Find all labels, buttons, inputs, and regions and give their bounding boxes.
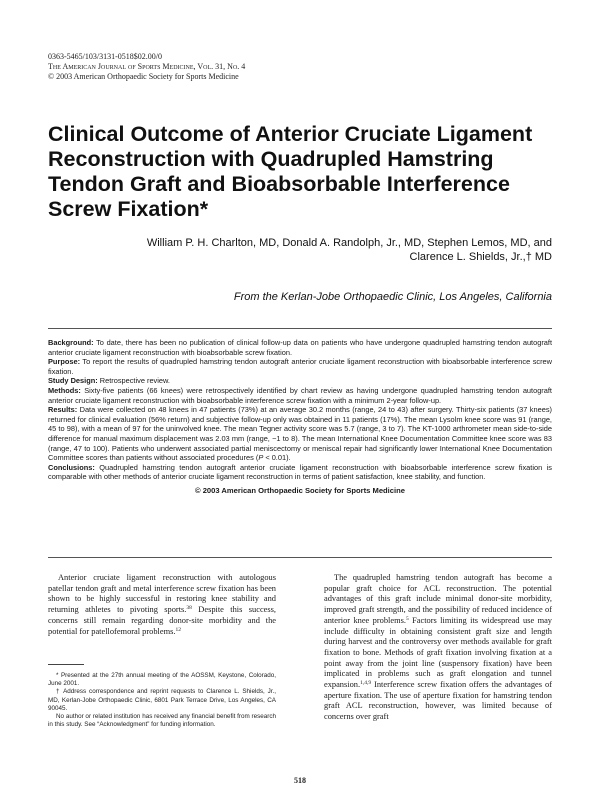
abstract-background-text: To date, there has been no publication of clinical follow-up data on patients who have undergone quadrupled hamstring tendon autograft anterior cruciate ligament reconstruction with bioabsorbable screw fixation. <box>48 338 553 357</box>
intro-text-a: Anterior cruciate ligament reconstruction with autologous patellar tendon graft and metal interference screw fixation has been shown to be highly successful in restoring knee stability and returning athletes to pivoting sports. <box>48 573 276 615</box>
footnotes <box>48 672 276 729</box>
journal-citation: The American Journal of Sports Medicine, Vol. 31, No. 4 <box>48 62 246 71</box>
abstract-background <box>48 338 552 357</box>
abstract-methods-label: Methods: <box>48 385 81 395</box>
article-title: Clinical Outcome of Anterior Cruciate Ligament Reconstruction with Quadrupled Hamstring Tendon Graft and Bioabsorbable Interference Screw Fixation* <box>48 122 533 221</box>
author-list <box>82 236 552 264</box>
abstract-design <box>48 376 552 386</box>
abstract-conclusions-text: Quadrupled hamstring tendon autograft anterior cruciate ligament reconstruction with bioabsorbable interference screw fixation is comparable with other methods of anterior cruciate ligament reconstruction in terms of patient satisfaction, knee stability, and function. <box>48 462 552 482</box>
abstract-purpose-label: Purpose: <box>48 357 81 367</box>
citation-ref: 38 <box>186 605 192 612</box>
footnote-3: No author or related institution has received any financial benefit from research in this study. See “Acknowledgment” for funding information. <box>48 713 276 729</box>
abstract-results-text-b: < 0.01). <box>263 453 291 463</box>
intro-paragraph-1 <box>48 573 276 637</box>
intro-text-b: Despite this success, concerns still remain regarding donor-site morbidity and the potential for patellofemoral problems. <box>48 605 276 636</box>
abstract-methods <box>48 386 552 405</box>
intro2-text-a: The quadrupled hamstring tendon autograft has become a popular graft choice for ACL reconstruction. The potential advantages of this graft include minimal donor-site morbidity, improved graft strength, and the possibility of reduced incidence of anterior knee problems. <box>324 573 552 625</box>
journal-header <box>48 52 245 82</box>
doc-id: 0363-5465/103/3131-0518$02.00/0 <box>48 52 162 61</box>
page-number: 518 <box>294 776 306 785</box>
intro-paragraph-2 <box>324 573 552 723</box>
author-line-1: William P. H. Charlton, MD, Donald A. Randolph, Jr., MD, Stephen Lemos, MD, and <box>146 237 552 249</box>
abstract-purpose-text: To report the results of quadrupled hamstring tendon autograft anterior cruciate ligament reconstruction with bioabsorbable interference screw fixation. <box>48 357 552 376</box>
footnote-rule <box>48 664 84 665</box>
abstract-top-rule <box>48 328 552 329</box>
body-column-right <box>324 573 552 723</box>
abstract-results-label: Results: <box>48 405 78 415</box>
body-column-left <box>48 573 276 637</box>
abstract-results <box>48 405 552 463</box>
abstract-background-label: Background: <box>48 338 94 347</box>
intro2-text-c: Interference screw fixation offers the advantages of aperture fixation. The use of aperture fixation for hamstring tendon graft ACL reconstruction, however, was limited because of concerns over graft <box>324 680 552 722</box>
abstract-methods-text: Sixty-five patients (66 knees) were retrospectively identified by chart review as having undergone quadrupled hamstring tendon autograft anterior cruciate ligament reconstruction with bioabsorbable interference screw fixation with a minimum 2-year follow-up. <box>48 385 552 405</box>
journal-copyright: © 2003 American Orthopaedic Society for Sports Medicine <box>48 72 239 81</box>
abstract-purpose <box>48 357 552 376</box>
abstract-design-text: Retrospective review. <box>99 376 170 386</box>
citation-ref: 12 <box>175 626 181 633</box>
citation-ref: 1,4,9 <box>360 680 372 687</box>
citation-ref: 5 <box>405 615 409 622</box>
intro2-text-b: Factors limiting its widespread use may include difficulty in obtaining consistent graft size and length during harvest and the controversy over methods available for graft fixation to bone. Methods of graft fixation involving fixation at a point away from the joint line (suspensory fixation) have been implicated in problems such as graft elongation and tunnel expansion. <box>324 615 552 690</box>
abstract-results-text-a: Data were collected on 48 knees in 47 patients (73%) at an average 30.2 months (range, 24 to 43) after surgery. Thirty-six patients (37 knees) returned for clinical evaluation (56% return) and subjective follow-up only was obtained in 11 patients (17%). The mean Lysolm knee score was 91 (range, 45 to 98), with a mean of 97 for the uninvolved knee. The mean Tegner activity score was 5.7 (range, 3 to 7). The KT-1000 arthrometer mean side-to-side difference for manual maximum displacement was 2.03 mm (range, −1 to 8). The mean International Knee Documentation Committee knee score was 83 (range, 47 to 100). Patients who underwent associated partial meniscectomy or meniscal repair had significantly lower International Knee Documentation Committee scores than patients without associated procedures ( <box>48 405 552 463</box>
affiliation: From the Kerlan-Jobe Orthopaedic Clinic, Los Angeles, California <box>233 291 552 303</box>
abstract-conclusions <box>48 463 552 482</box>
abstract <box>48 338 552 496</box>
abstract-design-label: Study Design: <box>48 376 98 386</box>
abstract-bottom-rule <box>48 557 552 558</box>
footnote-1: * Presented at the 27th annual meeting of the AOSSM, Keystone, Colorado, June 2001. <box>48 672 276 688</box>
abstract-conclusions-label: Conclusions: <box>48 462 95 472</box>
author-line-2: Clarence L. Shields, Jr.,† MD <box>409 251 552 263</box>
p-value-symbol: P <box>258 453 264 463</box>
footnote-2: † Address correspondence and reprint requests to Clarence L. Shields, Jr., MD, Kerlan-Jobe Orthopaedic Clinic, 6801 Park Terrace Drive, Los Angeles, CA 90045. <box>48 688 276 712</box>
abstract-copyright: © 2003 American Orthopaedic Society for Sports Medicine <box>195 485 405 495</box>
